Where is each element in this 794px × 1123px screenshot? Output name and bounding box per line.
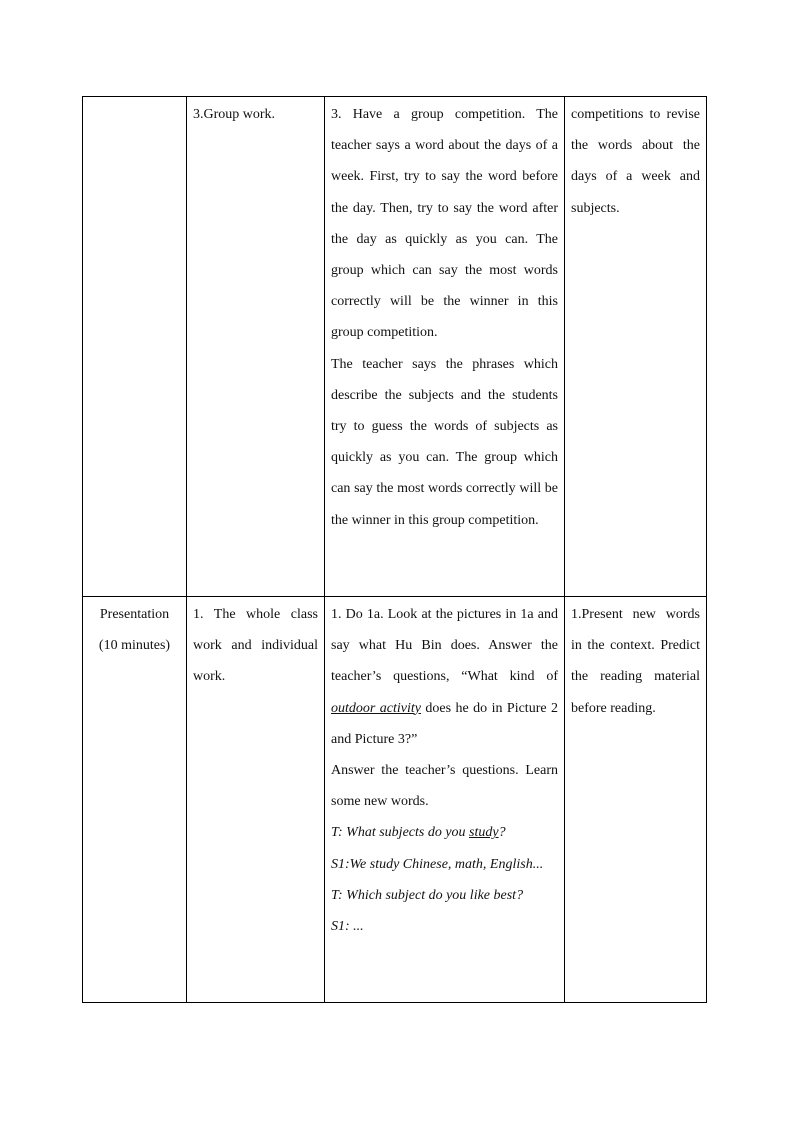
purpose-text: 1.Present new words in the context. Predict the reading material before reading. bbox=[571, 607, 700, 716]
mode-cell bbox=[187, 97, 325, 597]
key-term: study bbox=[469, 825, 499, 841]
procedure-intro: 1. Do 1a. Look at the pictures in 1a and say what Hu Bin does. Answer the teacher’s questions, “What kind of bbox=[331, 607, 558, 685]
dialogue-question-end: ? bbox=[498, 825, 506, 841]
stage-time: (10 minutes) bbox=[98, 638, 171, 654]
procedure-paragraph bbox=[331, 599, 558, 755]
procedure-cell bbox=[325, 97, 565, 597]
dialogue-line: T: Which subject do you like best? bbox=[331, 887, 524, 903]
procedure-paragraph: The teacher says the phrases which describe the subjects and the students try to guess the words of subjects as quickly as you can. The group which can say the most words correctly will be the winner in this group competition. bbox=[331, 356, 558, 528]
table-row bbox=[83, 597, 707, 1003]
purpose-text: competitions to revise the words about the days of a week and subjects. bbox=[571, 107, 700, 216]
procedure-paragraph: Answer the teacher’s questions. Learn some new words. bbox=[331, 763, 558, 810]
dialogue-line bbox=[331, 817, 558, 848]
procedure-paragraph: 3. Have a group competition. The teacher says a word about the days of a week. First, try to say the word before the day. Then, try to say the word after the day as quickly as you can. The group which can say the most words correctly will be the winner in this group competition. bbox=[331, 107, 558, 341]
dialogue-line: S1: ... bbox=[331, 919, 364, 935]
mode-text: 1. The whole class work and individual work. bbox=[193, 607, 318, 685]
stage-name: Presentation bbox=[99, 607, 170, 622]
procedure-intro-end: does he do in Picture 2 and Picture 3?” bbox=[331, 700, 559, 747]
mode-cell bbox=[187, 597, 325, 1003]
key-term: outdoor activity bbox=[331, 700, 421, 716]
table-row bbox=[83, 97, 707, 597]
dialogue-question: T: What subjects do you bbox=[331, 825, 470, 841]
stage-cell bbox=[83, 97, 187, 597]
purpose-cell bbox=[565, 97, 707, 597]
mode-text: 3.Group work. bbox=[193, 107, 276, 122]
stage-cell bbox=[83, 597, 187, 1003]
lesson-plan-table bbox=[82, 96, 707, 1003]
procedure-cell bbox=[325, 597, 565, 1003]
dialogue-line: S1:We study Chinese, math, English... bbox=[331, 856, 544, 872]
purpose-cell bbox=[565, 597, 707, 1003]
